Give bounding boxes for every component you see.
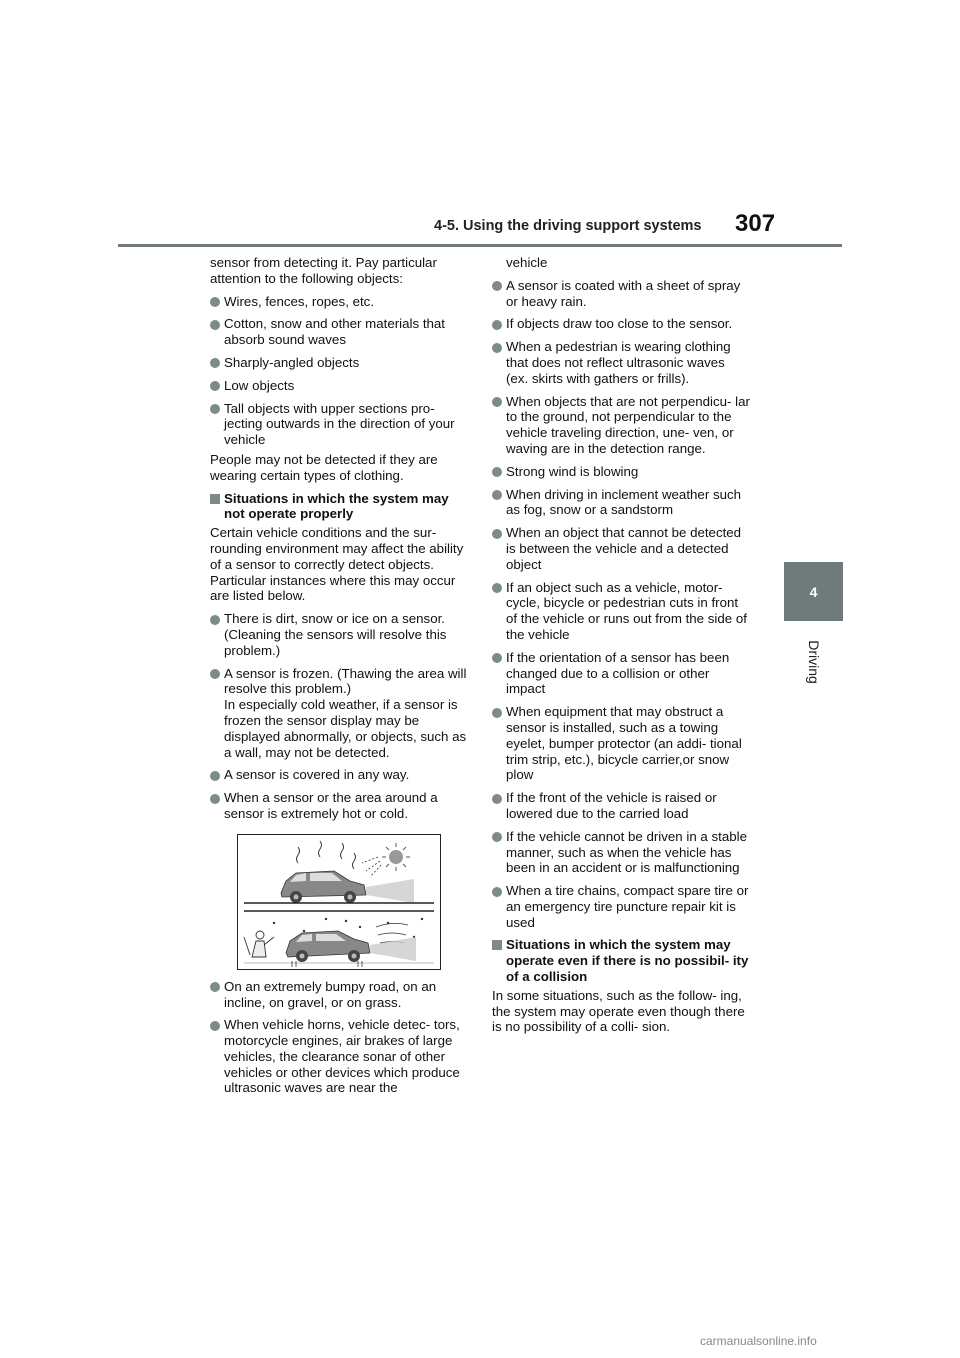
list-item: When equipment that may obstruct a sensor is installed, such as a towing eyelet, bumper protector (an addi- tional trim strip, etc.), bicycle carrier,or snow plow — [492, 704, 750, 783]
list-item: On an extremely bumpy road, on an incline, on gravel, or on grass. — [210, 979, 468, 1011]
hot-cold-vehicle-illustration — [238, 835, 440, 969]
people-note: People may not be detected if they are wearing certain types of clothing. — [210, 451, 438, 483]
list-item: A sensor is coated with a sheet of spray or heavy rain. — [492, 278, 750, 310]
list-item: When a pedestrian is wearing clothing that does not reflect ultrasonic waves (ex. skirts with gathers or frills). — [492, 339, 750, 386]
bullet-icon — [492, 794, 502, 804]
bullet-icon — [492, 583, 502, 593]
list-item: If an object such as a vehicle, motor- cycle, bicycle or pedestrian cuts in front of the vehicle or runs out from the side of the vehicle — [492, 580, 750, 643]
header-section-title: 4-5. Using the driving support systems — [434, 218, 702, 234]
list-item: Strong wind is blowing — [492, 464, 750, 480]
list-item: When objects that are not perpendicu- lar to the ground, not perpendicular to the vehicle traveling direction, une- ven, or waving are in the detection range. — [492, 394, 750, 457]
list-item: Tall objects with upper sections pro- jecting outwards in the direction of your vehicle — [210, 401, 468, 448]
section-paragraph: Certain vehicle conditions and the sur- rounding environment may affect the ability of a sensor to correctly detect objects. Particular instances where this may occur are listed below. — [210, 525, 464, 604]
bullet-icon — [492, 887, 502, 897]
list-item: A sensor is covered in any way. — [210, 767, 468, 783]
car-top-icon — [281, 871, 366, 903]
list-item: When driving in inclement weather such as fog, snow or a sandstorm — [492, 487, 750, 519]
car-bottom-icon — [286, 931, 370, 962]
sun-icon — [362, 843, 410, 877]
header-rule — [118, 244, 842, 247]
list-item: If the vehicle cannot be driven in a stable manner, such as when the vehicle has been in an accident or is malfunctioning — [492, 829, 750, 876]
continuation-text: vehicle — [506, 255, 548, 270]
bullet-icon — [492, 653, 502, 663]
bullet-icon — [492, 490, 502, 500]
bullet-icon — [210, 320, 220, 330]
square-bullet-icon — [492, 940, 502, 950]
list-item: Low objects — [210, 378, 468, 394]
bullet-icon — [210, 297, 220, 307]
sensor-beam-top — [366, 879, 414, 903]
list-item: There is dirt, snow or ice on a sensor. (Cleaning the sensors will resolve this problem.) — [210, 611, 468, 658]
bullet-icon — [492, 832, 502, 842]
bullet-icon — [210, 1021, 220, 1031]
bullet-icon — [492, 529, 502, 539]
bullet-icon — [492, 708, 502, 718]
snow-icon — [273, 918, 423, 938]
section-heading: Situations in which the system may operate even if there is no possibil- ity of a collision — [492, 937, 750, 984]
bullet-icon — [492, 281, 502, 291]
square-bullet-icon — [210, 494, 220, 504]
footer-watermark: carmanualsonline.info — [700, 1334, 817, 1348]
list-item: When a sensor or the area around a sensor is extremely hot or cold. — [210, 790, 468, 822]
list-item: When an object that cannot be detected is between the vehicle and a detected object — [492, 525, 750, 572]
bullet-icon — [492, 343, 502, 353]
heat-waves-icon — [297, 841, 356, 869]
right-column — [492, 255, 750, 1042]
list-item: If the front of the vehicle is raised or lowered due to the carried load — [492, 790, 750, 822]
chapter-tab[interactable]: 4 — [784, 562, 843, 621]
list-item: If the orientation of a sensor has been changed due to a collision or other impact — [492, 650, 750, 697]
chapter-title: Driving — [805, 640, 822, 684]
list-item-note: In especially cold weather, if a sensor is frozen the sensor display may be displayed abnormally, or objects, such as a wall, may not be detected. — [224, 697, 467, 760]
bullet-icon — [492, 467, 502, 477]
list-item: When vehicle horns, vehicle detec- tors, motorcycle engines, air brakes of large vehicles, the clearance sonar of other vehicles or other devices which produce ultrasonic waves are near the — [210, 1017, 468, 1096]
list-item: When a tire chains, compact spare tire or an emergency tire puncture repair kit is used — [492, 883, 750, 930]
illustration-figure — [237, 834, 441, 970]
sensor-beam-bottom — [370, 937, 416, 961]
person-icon — [244, 931, 274, 957]
page-number: 307 — [735, 210, 776, 237]
list-item: Wires, fences, ropes, etc. — [210, 294, 468, 310]
bullet-icon — [492, 320, 502, 330]
left-column — [210, 255, 468, 1103]
section-paragraph: In some situations, such as the follow- ing, the system may operate even though there is no possibility of a colli- sion. — [492, 987, 745, 1035]
list-item: A sensor is frozen. (Thawing the area will resolve this problem.) — [210, 666, 468, 698]
bullet-icon — [210, 982, 220, 992]
section-heading: Situations in which the system may not operate properly — [210, 491, 468, 523]
bullet-icon — [210, 615, 220, 625]
bullet-icon — [210, 771, 220, 781]
bullet-icon — [210, 358, 220, 368]
list-item: Sharply-angled objects — [210, 355, 468, 371]
bullet-icon — [210, 794, 220, 804]
intro-paragraph: sensor from detecting it. Pay particular attention to the following objects: — [210, 255, 437, 286]
bullet-icon — [210, 381, 220, 391]
bullet-icon — [210, 669, 220, 679]
list-item: Cotton, snow and other materials that absorb sound waves — [210, 316, 468, 348]
list-item: If objects draw too close to the sensor. — [492, 316, 750, 332]
bullet-icon — [210, 404, 220, 414]
chapter-label — [784, 632, 843, 692]
bullet-icon — [492, 397, 502, 407]
